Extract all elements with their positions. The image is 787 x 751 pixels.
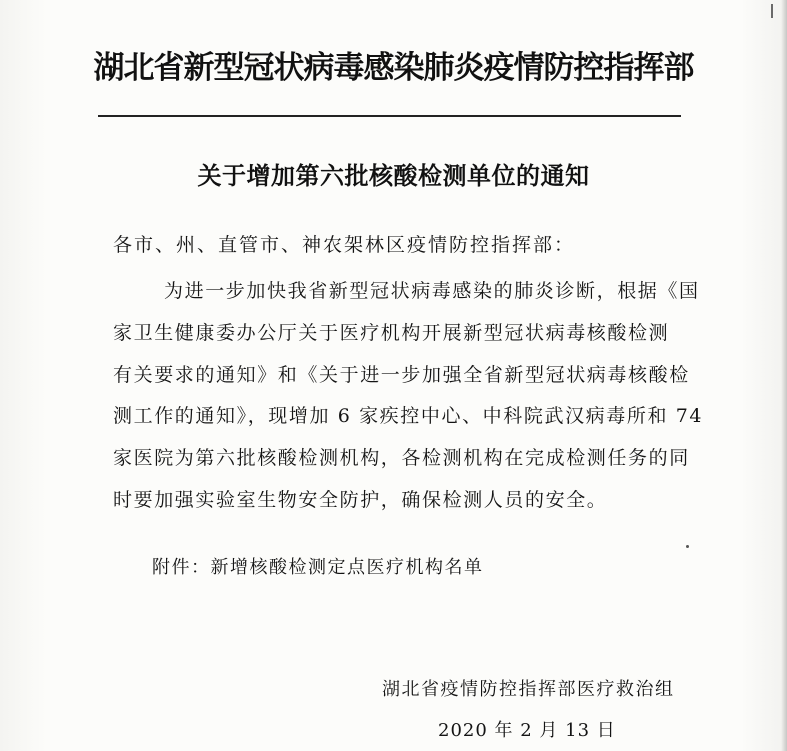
scan-edge-mark bbox=[771, 4, 773, 18]
header-divider-rule bbox=[98, 115, 681, 117]
scan-edge-shadow bbox=[781, 0, 787, 751]
scan-speck bbox=[686, 545, 689, 548]
body-line: 为进一步加快我省新型冠状病毒感染的肺炎诊断，根据《国 bbox=[164, 280, 700, 302]
body-line: 家卫生健康委办公厅关于医疗机构开展新型冠状病毒核酸检测 bbox=[113, 322, 670, 344]
notice-title: 关于增加第六批核酸检测单位的通知 bbox=[197, 162, 590, 190]
issuing-organization-header: 湖北省新型冠状病毒感染肺炎疫情防控指挥部 bbox=[93, 50, 694, 86]
body-line: 有关要求的通知》和《关于进一步加强全省新型冠状病毒核酸检 bbox=[113, 364, 690, 386]
signing-organization: 湖北省疫情防控指挥部医疗救治组 bbox=[382, 679, 675, 700]
body-line: 测工作的通知》，现增加 6 家疾控中心、中科院武汉病毒所和 74 bbox=[113, 405, 704, 427]
issue-date: 2020 年 2 月 13 日 bbox=[438, 720, 616, 741]
salutation: 各市、州、直管市、神农架林区疫情防控指挥部： bbox=[113, 234, 576, 256]
body-line: 时要加强实验室生物安全防护，确保检测人员的安全。 bbox=[113, 489, 608, 511]
body-line: 家医院为第六批核酸检测机构，各检测机构在完成检测任务的同 bbox=[113, 447, 690, 469]
attachment-note: 附件：新增核酸检测定点医疗机构名单 bbox=[152, 557, 484, 578]
